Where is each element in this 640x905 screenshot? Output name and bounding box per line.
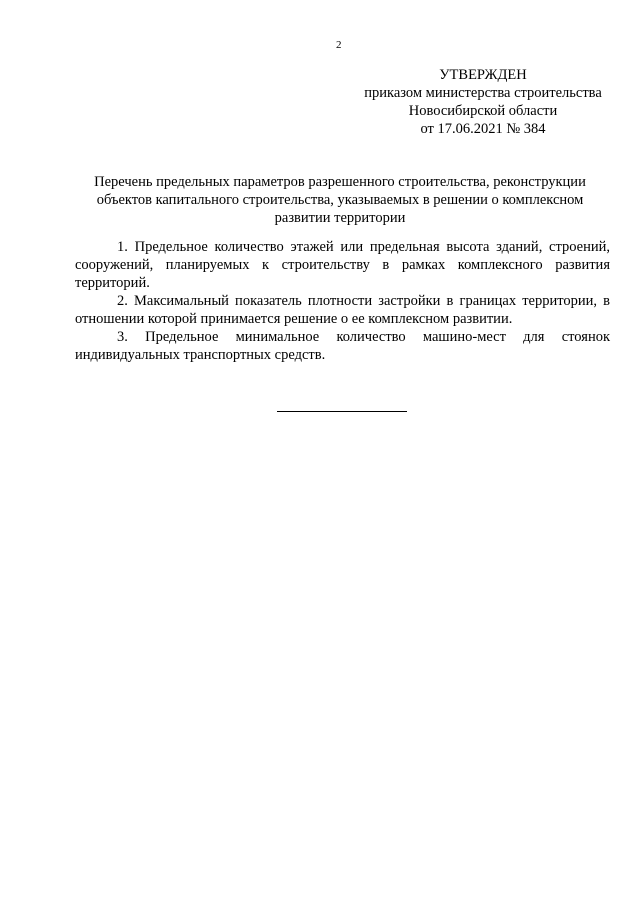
list-item: 3. Предельное минимальное количество машино-мест для стоянок индивидуальных транспортных средств. — [75, 329, 610, 363]
title-line-3: развитии территории — [274, 210, 406, 226]
end-divider-line — [277, 411, 407, 412]
parameters-list — [75, 238, 610, 364]
approval-date-number: от 17.06.2021 № 384 — [420, 121, 546, 137]
approval-region-line: Новосибирской области — [408, 103, 558, 119]
list-item: 2. Максимальный показатель плотности застройки в границах территории, в отношении которой принимается решение о ее комплексном развитии. — [75, 293, 610, 327]
approval-status: УТВЕРЖДЕН — [439, 67, 527, 83]
title-line-1: Перечень предельных параметров разрешенного строительства, реконструкции — [94, 174, 586, 190]
approval-order-line: приказом министерства строительства — [364, 85, 602, 101]
title-line-2: объектов капитального строительства, указываемых в решении о комплексном — [96, 192, 584, 208]
approval-stamp — [356, 66, 610, 138]
list-item: 1. Предельное количество этажей или предельная высота зданий, строений, сооружений, планируемых к строительству в рамках комплексного развития территорий. — [75, 239, 610, 291]
page-number: 2 — [336, 39, 342, 51]
document-title — [75, 173, 605, 227]
